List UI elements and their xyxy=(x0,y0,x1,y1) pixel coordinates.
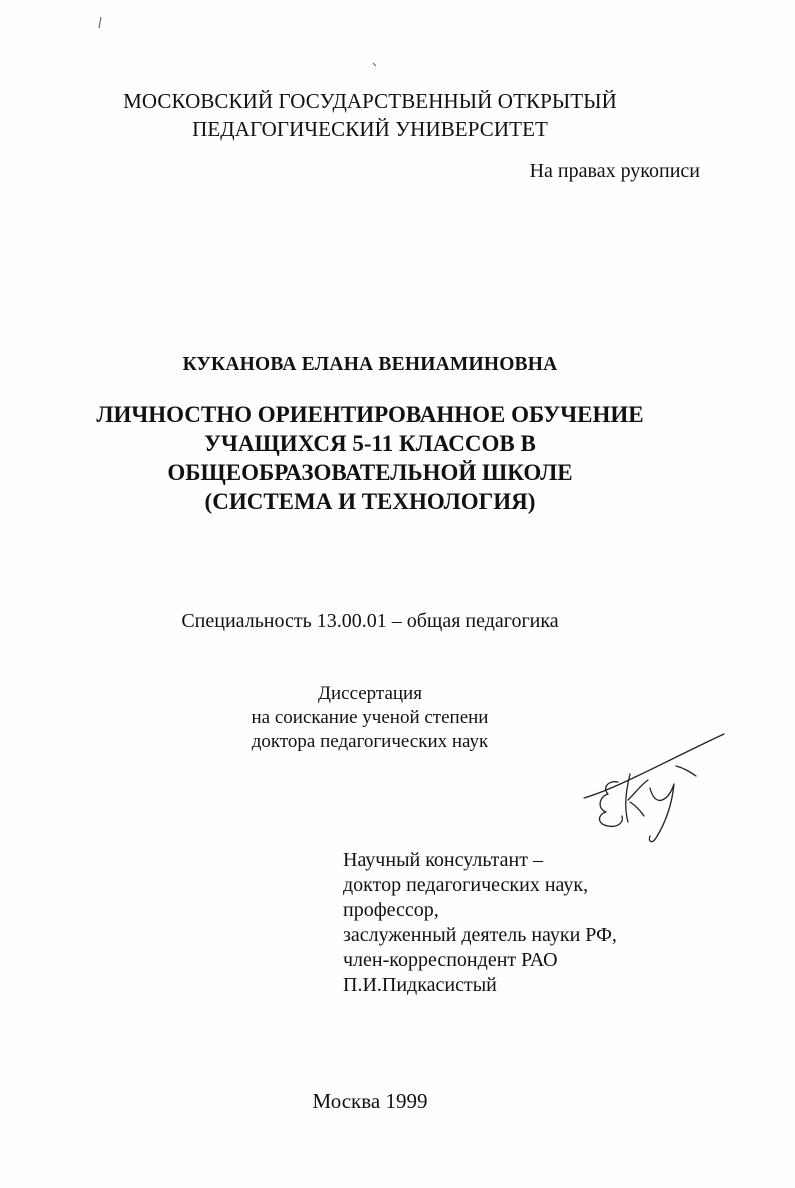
handwritten-signature xyxy=(578,730,728,850)
consultant-line-1: Научный консультант – xyxy=(343,849,543,871)
specialty: Специальность 13.00.01 – общая педагогика xyxy=(181,610,559,632)
scan-mark xyxy=(372,62,378,68)
institution-line-2: ПЕДАГОГИЧЕСКИЙ УНИВЕРСИТЕТ xyxy=(192,117,548,141)
consultant-line-4: заслуженный деятель науки РФ, xyxy=(343,924,617,946)
scan-mark xyxy=(96,16,104,30)
dissertation-title xyxy=(0,400,740,516)
scientific-consultant xyxy=(343,848,617,998)
consultant-line-5: член-корреспондент РАО xyxy=(343,949,558,971)
institution-line-1: МОСКОВСКИЙ ГОСУДАРСТВЕННЫЙ ОТКРЫТЫЙ xyxy=(123,89,617,113)
title-line-3: ОБЩЕОБРАЗОВАТЕЛЬНОЙ ШКОЛЕ xyxy=(167,460,573,485)
consultant-line-6: П.И.Пидкасистый xyxy=(343,974,497,996)
institution-name xyxy=(0,87,740,143)
consultant-line-3: профессор, xyxy=(343,899,439,921)
city-and-year: Москва 1999 xyxy=(312,1089,428,1113)
title-line-1: ЛИЧНОСТНО ОРИЕНТИРОВАННОЕ ОБУЧЕНИЕ xyxy=(96,402,644,427)
degree-line-2: на соискание ученой степени xyxy=(251,707,489,728)
author-name: КУКАНОВА ЕЛАНА ВЕНИАМИНОВНА xyxy=(182,354,558,375)
degree-line-1: Диссертация xyxy=(318,683,422,704)
title-line-4: (СИСТЕМА И ТЕХНОЛОГИЯ) xyxy=(204,489,536,514)
degree-line-3: доктора педагогических наук xyxy=(251,731,489,752)
title-line-2: УЧАЩИХСЯ 5-11 КЛАССОВ В xyxy=(204,431,536,456)
consultant-line-2: доктор педагогических наук, xyxy=(343,874,589,896)
rights-note: На правах рукописи xyxy=(529,160,700,182)
